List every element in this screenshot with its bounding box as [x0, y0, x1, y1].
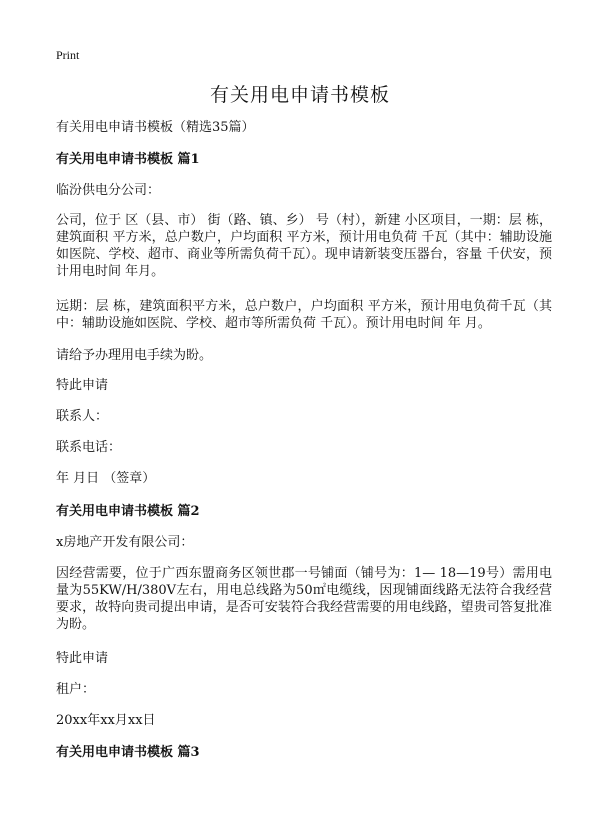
section-1-contact: 联系人：	[56, 409, 109, 424]
section-1-request: 请给予办理用电手续为盼。	[56, 348, 213, 363]
section-1-paragraph-2: 远期：层 栋，建筑面积平方米，总户数户，户均面积 平方米，预计用电负荷千瓦（其中：辅助设施如医院、学校、超市等所需负荷 千瓦）。预计用电时间 年 月。	[56, 299, 552, 331]
section-2-closing: 特此申请	[56, 651, 109, 666]
section-2-heading: 有关用电申请书模板 篇2	[56, 504, 200, 519]
print-label: Print	[56, 48, 80, 62]
section-1-phone: 联系电话：	[56, 440, 122, 455]
section-2-recipient: x房地产开发有限公司：	[56, 535, 194, 550]
section-1-date-sign: 年 月日 （签章）	[56, 471, 156, 486]
section-2-paragraph: 因经营需要，位于广西东盟商务区领世郡一号铺面（铺号为：1— 18—19号）需用电量为55KW/H/380V左右，用电总线路为50㎡电缆线，因现铺面线路无法符合我经营要求，故特向贵司提出申请，是否可安装符合我经营需要的用电线路，望贵司答复批准为盼。	[56, 566, 552, 632]
section-3-heading: 有关用电申请书模板 篇3	[56, 745, 200, 760]
document-title: 有关用电申请书模板	[209, 84, 390, 106]
section-2-tenant: 租户：	[56, 682, 96, 697]
document-subtitle: 有关用电申请书模板（精选35篇）	[56, 120, 255, 135]
section-2-date: 20xx年xx月xx日	[56, 713, 156, 728]
section-1-recipient: 临汾供电分公司：	[56, 183, 161, 198]
section-1-closing: 特此申请	[56, 378, 109, 393]
section-1-paragraph-1: 公司，位于 区（县、市） 街（路、镇、乡） 号（村），新建 小区项目，一期：层 栋，建筑面积 平方米，总户数户，户均面积 平方米，预计用电负荷 千瓦（其中：辅助设施如医院、学校、超市、商业等所需负荷千瓦）。现申请新装变压器台，容量 千伏安，预计用电时间 年月。	[56, 213, 552, 279]
section-1-heading: 有关用电申请书模板 篇1	[56, 152, 200, 167]
